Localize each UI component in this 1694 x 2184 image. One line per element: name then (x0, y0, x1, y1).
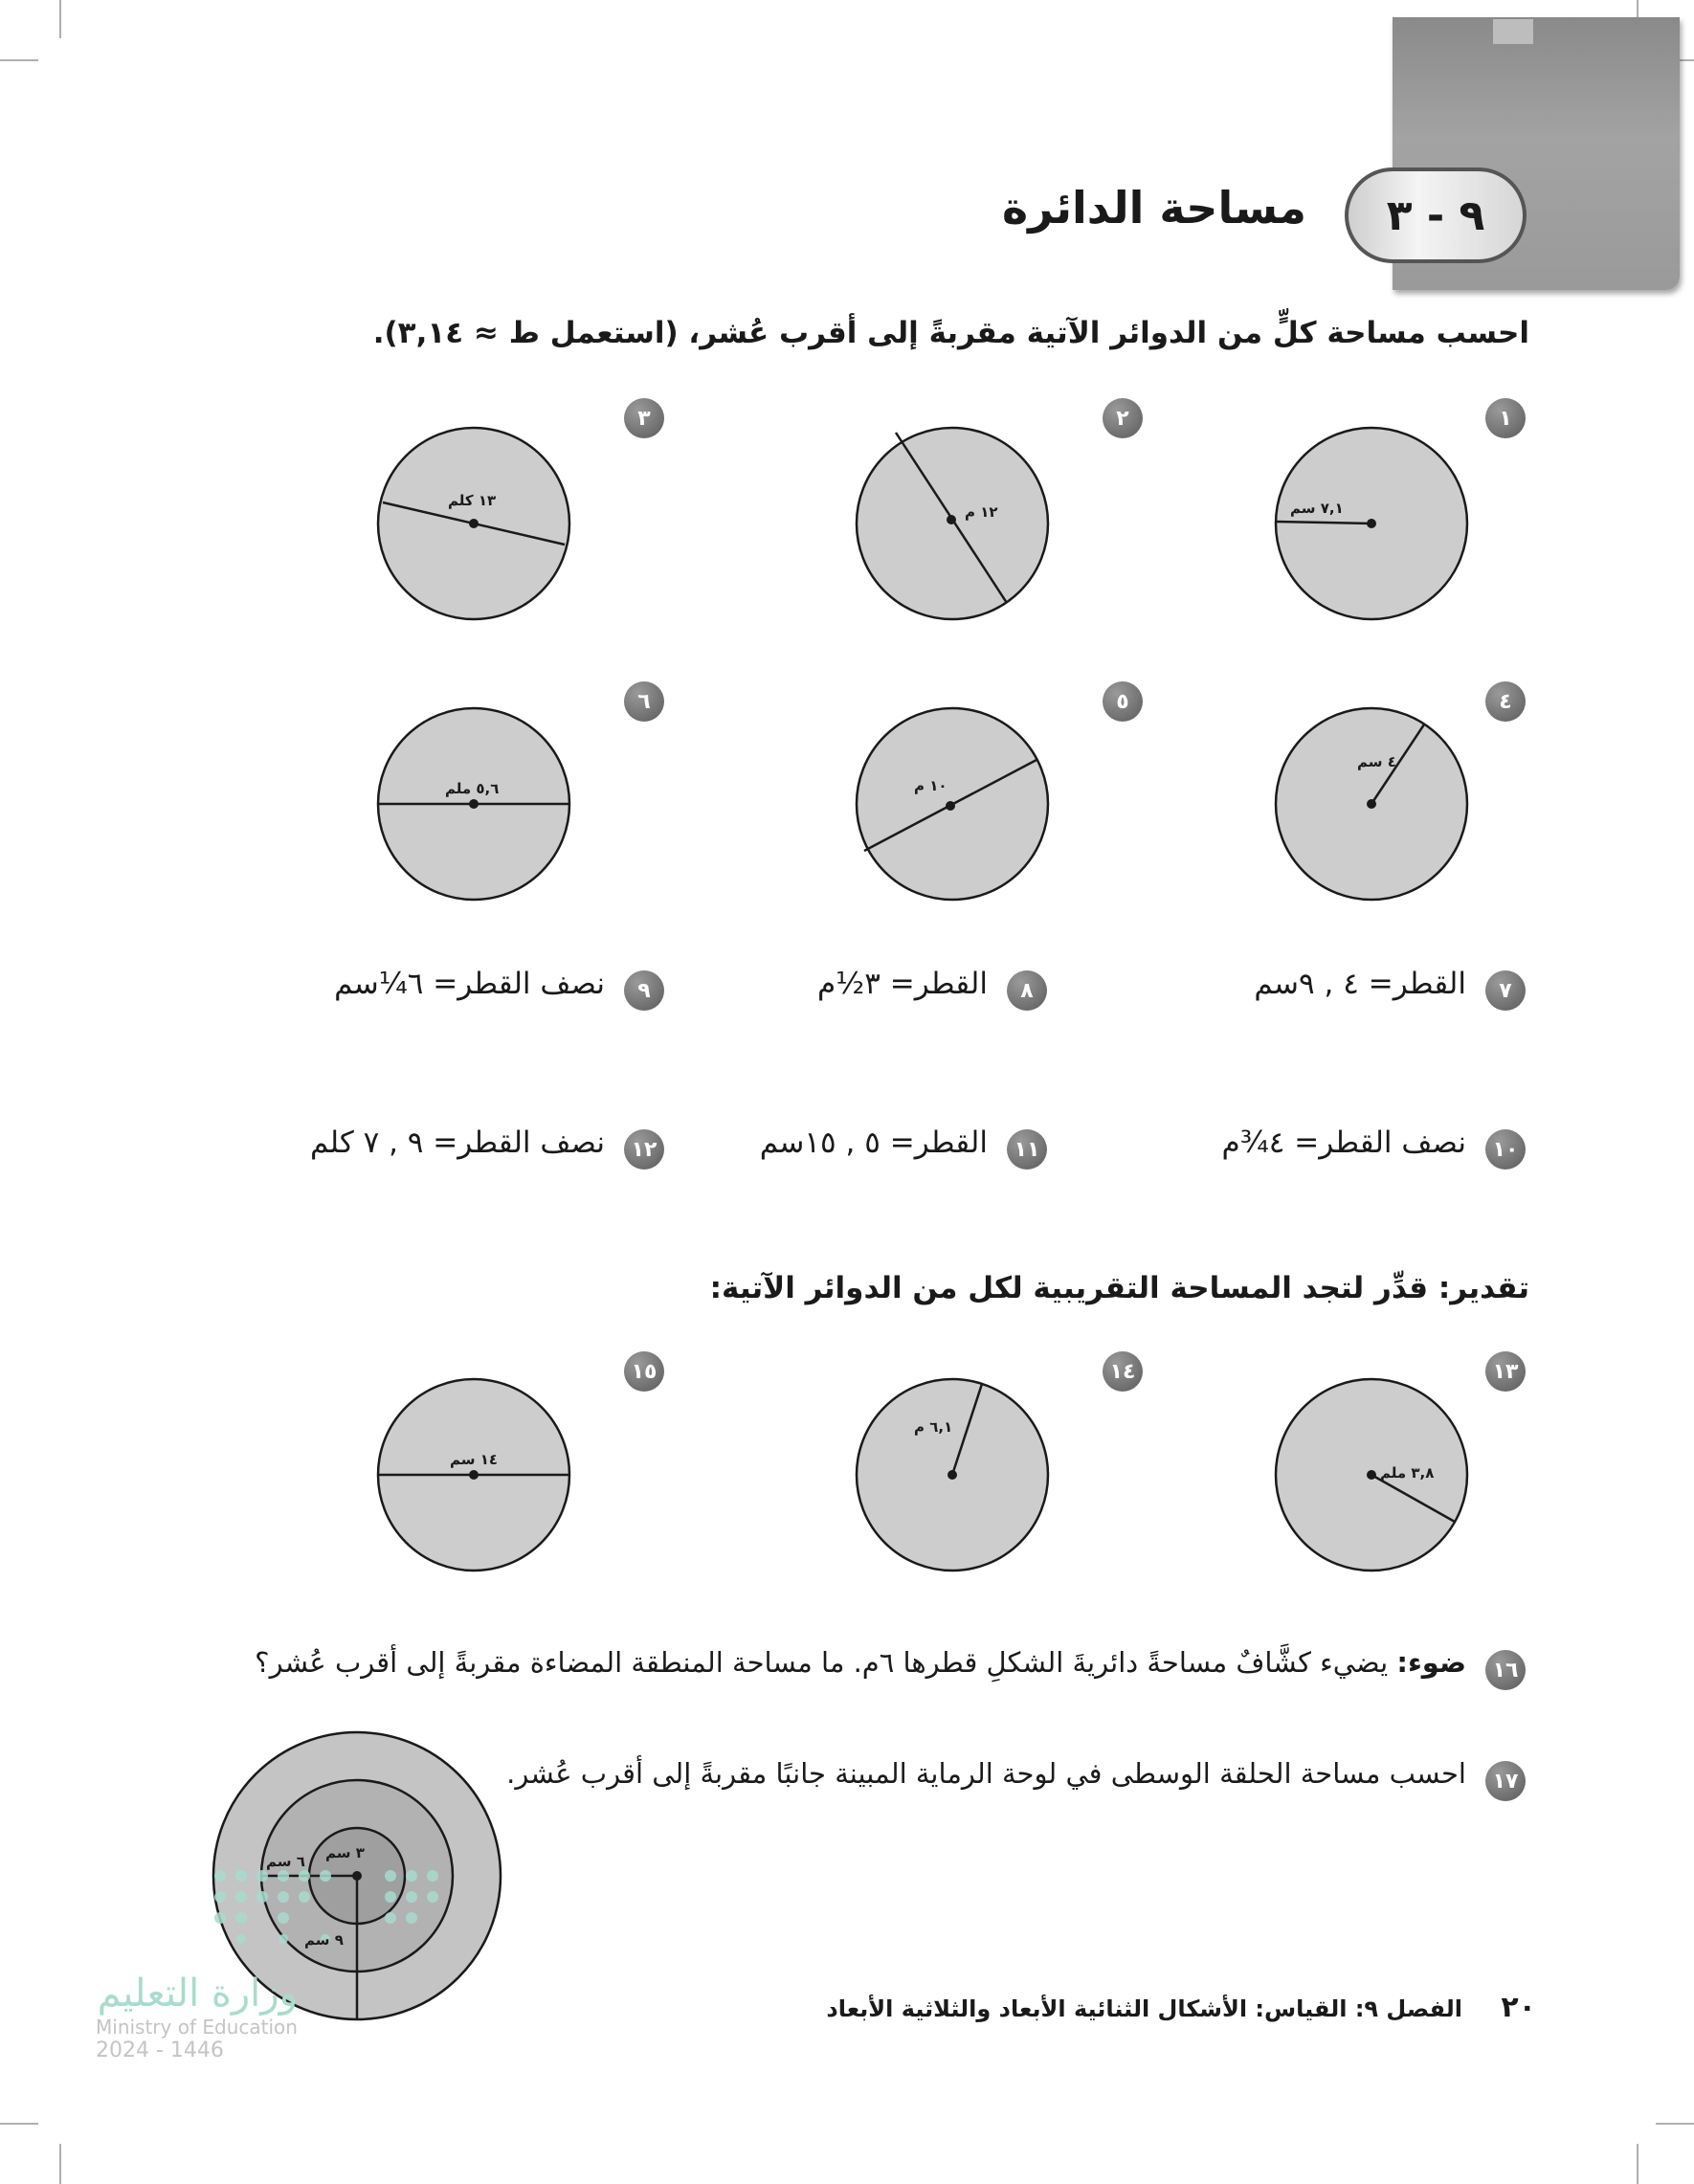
problem-badge-2: ٢ (1103, 398, 1143, 438)
problem-12-text: نصف القطر= ٩ , ٧ كلم (310, 1125, 605, 1160)
estimate-instruction: تقدير: قدِّر لتجد المساحة التقريبية لكل من الدوائر الآتية: (709, 1271, 1529, 1305)
chapter-number: الفصل ٩: (1354, 1995, 1463, 2022)
circle-13-label: ٣,٨ ملم (1380, 1464, 1435, 1482)
problem-badge-5: ٥ (1103, 681, 1143, 722)
chapter-title: القياس: الأشكال الثنائية الأبعاد والثلاثية الأبعاد (826, 1995, 1348, 2022)
circle-3-label: ١٣ كلم (448, 492, 497, 509)
ministry-english: Ministry of Education (96, 2016, 298, 2039)
circle-15-label: ١٤ سم (450, 1451, 499, 1468)
problem-10-text: نصف القطر= ٤¾م (1221, 1125, 1466, 1160)
problem-badge-13: ١٣ (1485, 1351, 1526, 1392)
circle-6-label: ٥,٦ ملم (445, 780, 500, 797)
ministry-year: 2024 - 1446 (96, 2039, 224, 2062)
circle-2 (857, 428, 1048, 619)
circle-1 (1276, 428, 1467, 619)
problem-badge-8: ٨ (1007, 970, 1047, 1011)
ministry-watermark (96, 1972, 298, 2062)
problem-badge-17: ١٧ (1485, 1761, 1526, 1801)
page-number: ٢٠ (1501, 1991, 1536, 2024)
problem-badge-12: ١٢ (624, 1129, 664, 1170)
problem-badge-15: ١٥ (624, 1351, 664, 1392)
circle-14 (857, 1379, 1048, 1571)
circle-4-label: ٤ سم (1357, 753, 1396, 770)
problem-badge-4: ٤ (1485, 681, 1526, 722)
page-footer (826, 1991, 1536, 2024)
main-instruction: احسب مساحة كلٍّ من الدوائر الآتية مقربةً إلى أقرب عُشر، (استعمل ط ≈ ٣,١٤). (372, 316, 1529, 350)
target-label-3cm: ٣ سم (325, 1844, 365, 1861)
problem-badge-14: ١٤ (1103, 1351, 1143, 1392)
target-label-6cm: ٦ سم (266, 1853, 305, 1870)
problem-11-text: القطر= ٥ , ١٥سم (759, 1125, 988, 1160)
problem-badge-16: ١٦ (1485, 1650, 1526, 1690)
problem-badge-10: ١٠ (1485, 1129, 1526, 1170)
problem-badge-9: ٩ (624, 970, 664, 1011)
problem-16 (255, 1646, 1466, 1679)
problem-17-text: احسب مساحة الحلقة الوسطى في لوحة الرماية المبينة جانبًا مقربةً إلى أقرب عُشر. (506, 1757, 1466, 1790)
problem-badge-11: ١١ (1007, 1129, 1047, 1170)
target-label-9cm: ٩ سم (304, 1931, 344, 1949)
problem-8-text: القطر= ٣½م (816, 967, 988, 1001)
circle-5 (857, 708, 1048, 900)
problem-badge-1: ١ (1485, 398, 1526, 438)
problem-9-text: نصف القطر= ٦¼سم (334, 967, 605, 1001)
problem-badge-6: ٦ (624, 681, 664, 722)
problem-16-text: يضيء كشَّافٌ مساحةً دائريةَ الشكلِ قطرها ٦م. ما مساحة المنطقة المضاءة مقربةً إلى أقرب عُشر؟ (255, 1646, 1389, 1679)
circle-15 (378, 1379, 569, 1571)
circle-14-label: ٦,١ م (914, 1418, 953, 1436)
circle-3 (378, 428, 569, 619)
problem-badge-7: ٧ (1485, 970, 1526, 1011)
ministry-arabic: وزارة التعليم (97, 1972, 298, 2016)
circle-2-label: ١٢ م (965, 503, 998, 521)
circle-4 (1276, 708, 1467, 900)
problem-16-keyword: ضوء: (1396, 1646, 1466, 1679)
lesson-title: مساحة الدائرة (1001, 182, 1306, 234)
lesson-number: ٩ - ٣ (1345, 167, 1527, 263)
circle-1-label: ٧,١ سم (1290, 500, 1344, 517)
circle-5-label: ١٠ م (914, 777, 947, 794)
problem-badge-3: ٣ (624, 398, 664, 438)
circle-13 (1276, 1379, 1467, 1571)
circle-6 (378, 708, 569, 900)
problem-7-text: القطر= ٤ , ٩سم (1254, 967, 1466, 1001)
